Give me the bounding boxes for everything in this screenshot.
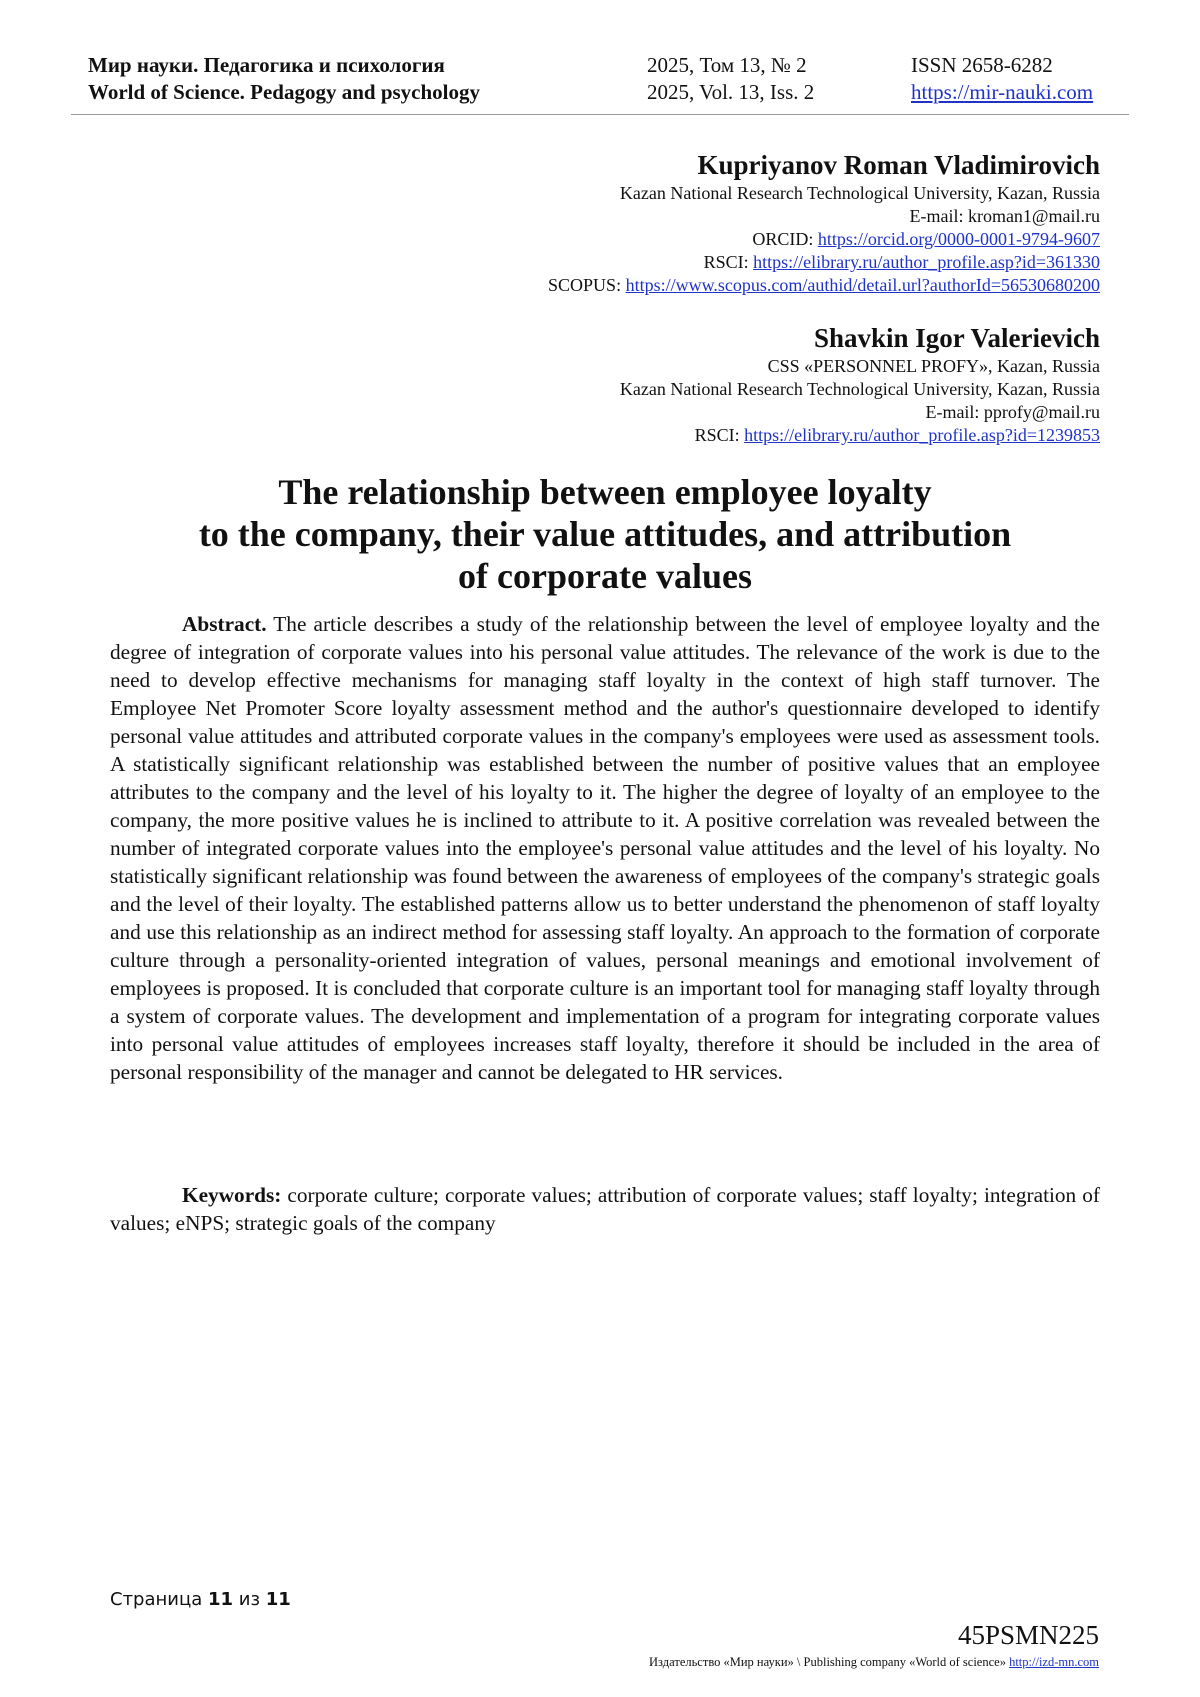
orcid-link[interactable]: https://orcid.org/0000-0001-9794-9607: [817, 229, 1100, 249]
author-email: E-mail: pprofy@mail.ru: [925, 402, 1100, 422]
publisher-line: [649, 1654, 1099, 1670]
abstract-text: The article describes a study of the relationship between the level of employee loyalty and the degree of integration of corporate values into his personal value attitudes. The relevance of the work is due to the need to develop effective mechanisms for managing staff loyalty in the context of high staff turnover. The Employee Net Promoter Score loyalty assessment method and the author's questionnaire developed to identify personal value attitudes and attributed corporate values in the company's employees were used as assessment tools. A statistically significant relationship was established between the number of positive values that an employee attributes to the company and the level of his loyalty to it. The higher the degree of loyalty of an employee to the company, the more positive values he is inclined to attribute to it. A positive correlation was revealed between the number of integrated corporate values into the employee's personal value attitudes and the level of his loyalty. No statistically significant relationship was found between the awareness of employees of the company's strategic goals and the level of their loyalty. The established patterns allow us to better understand the phenomenon of staff loyalty and use this relationship as an indirect method for assessing staff loyalty. An approach to the formation of corporate culture through a personality-oriented integration of values, personal meanings and emotional involvement of employees is proposed. It is concluded that corporate culture is an important tool for managing staff loyalty through a system of corporate values. The development and implementation of a program for integrating corporate values into personal value attitudes of employees increases staff loyalty, therefore it should be included in the area of personal responsibility of the manager and cannot be delegated to HR services.: [110, 612, 1100, 1084]
keywords-text: corporate culture; corporate values; attribution of corporate values; staff loyalty; integration of values; eNPS; strategic goals of the company: [110, 1183, 1100, 1235]
article-title: [110, 471, 1100, 597]
author-affiliation: Kazan National Research Technological University, Kazan, Russia: [619, 183, 1100, 203]
issue-column: [647, 52, 814, 106]
abstract-label: Abstract.: [182, 612, 267, 636]
keywords-paragraph: [110, 1181, 1100, 1237]
rsci-label: RSCI:: [703, 252, 754, 272]
journal-name-ru: Мир науки. Педагогика и психология: [88, 53, 445, 77]
orcid-label: ORCID:: [752, 229, 818, 249]
publisher-link[interactable]: http://izd-mn.com: [1009, 1655, 1099, 1669]
article-code: 45PSMN225: [957, 1620, 1099, 1650]
issue-en: 2025, Vol. 13, Iss. 2: [647, 80, 815, 104]
rsci-link[interactable]: https://elibrary.ru/author_profile.asp?id=1239853: [744, 425, 1100, 445]
journal-name-column: [88, 52, 480, 106]
page-mid: из: [233, 1589, 266, 1610]
journal-site-link[interactable]: https://mir-nauki.com: [911, 80, 1094, 104]
author-affiliation: CSS «PERSONNEL PROFY», Kazan, Russia: [767, 356, 1100, 376]
author-block-1: [300, 148, 1100, 297]
journal-name-en: World of Science. Pedagogy and psychology: [88, 80, 481, 104]
author-name: Shavkin Igor Valerievich: [813, 323, 1100, 353]
scopus-link[interactable]: https://www.scopus.com/authid/detail.url?authorId=56530680200: [625, 275, 1100, 295]
issn: ISSN 2658-6282: [911, 53, 1053, 77]
title-line: of corporate values: [458, 556, 752, 596]
issue-ru: 2025, Том 13, № 2: [647, 53, 807, 77]
title-line: to the company, their value attitudes, and attribution: [198, 514, 1012, 554]
author-affiliation: Kazan National Research Technological University, Kazan, Russia: [619, 379, 1100, 399]
title-line: The relationship between employee loyalty: [278, 472, 932, 512]
rsci-label: RSCI:: [694, 425, 745, 445]
author-rsci: [300, 251, 1100, 274]
author-orcid: [300, 228, 1100, 251]
keywords-label: Keywords:: [182, 1183, 282, 1207]
issn-column: [911, 52, 1093, 106]
author-block-2: [300, 321, 1100, 447]
author-name: Kupriyanov Roman Vladimirovich: [697, 150, 1100, 180]
header-divider: [71, 114, 1129, 115]
author-scopus: [300, 274, 1100, 297]
rsci-link[interactable]: https://elibrary.ru/author_profile.asp?id=361330: [753, 252, 1100, 272]
abstract-paragraph: [110, 610, 1100, 1086]
page-counter: [110, 1589, 291, 1610]
publisher-text: Издательство «Мир науки» \ Publishing company «World of science»: [649, 1655, 1010, 1669]
scopus-label: SCOPUS:: [548, 275, 626, 295]
journal-header: [88, 52, 1128, 112]
author-email: E-mail: kroman1@mail.ru: [909, 206, 1100, 226]
page-prefix: Страница: [110, 1589, 208, 1610]
author-rsci: [300, 424, 1100, 447]
page-total: 11: [265, 1589, 291, 1610]
page-current: 11: [207, 1589, 234, 1610]
